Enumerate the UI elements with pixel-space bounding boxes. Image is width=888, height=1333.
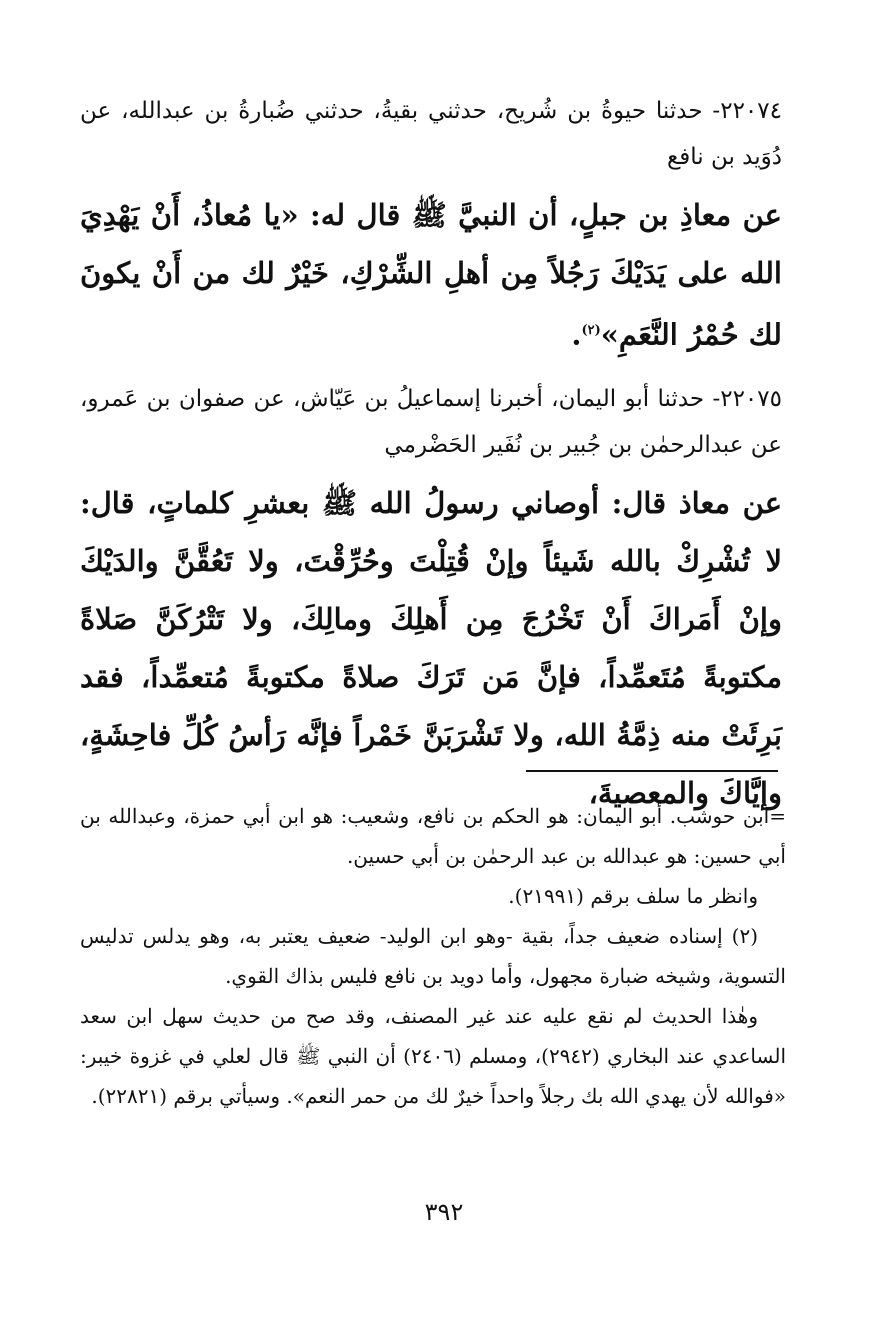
page-number: ٣٩٢ [424,1198,464,1226]
hadith-22074-matn-end: . [571,317,582,352]
hadith-22074-matn [80,186,782,364]
footnote-divider [526,770,778,772]
footnote-continuation: =ابن حوشب. أبو اليمان: هو الحكم بن نافع، وشعيب: هو ابن أبي حمزة، وعبدالله بن أبي حسين: هو عبدالله بن عبد الرحمٰن بن أبي حسين. [80,804,786,868]
hadith-22075-matn: عن معاذ قال: أوصاني رسولُ الله ﷺ بعشرِ كلماتٍ، قال: لا تُشْرِكْ بالله شَيئاً وإنْ قُتِلْتَ وحُرِّقْتَ، ولا تَعُقَّنَّ والدَيْكَ وإنْ أَمَراكَ أَنْ تَخْرُجَ مِن أَهلِكَ ومالِكَ، ولا تَتْرُكَنَّ صَلاةً مكتوبةً مُتَعمِّداً، فإنَّ مَن تَرَكَ صلاةً مكتوبةً مُتعمِّداً، فقد بَرِئَتْ منه ذِمَّةُ الله، ولا تَشْرَبَنَّ خَمْراً فإنَّه رَأسُ كُلِّ فاحِشَةٍ، وإيَّاكَ والمعصيةَ، [80,485,782,810]
hadith-22074-isnad: ٢٢٠٧٤- حدثنا حيوةُ بن شُريح، حدثني بقيةُ، حدثني ضُبارةُ بن عبدالله، عن دُوَيد بن نافع [80,98,782,170]
footnotes [80,796,786,1116]
main-text [80,88,782,834]
footnote-ref-2: (٢) [581,323,601,338]
footnote-2: (٢) إسناده ضعيف جداً، بقية -وهو ابن الوليد- ضعيف يعتبر به، وهو يدلس تدليس التسوية، وشيخه ضبارة مجهول، وأما دويد بن نافع فليس بذاك القوي. [80,924,786,988]
footnote-2-continued: وهٰذا الحديث لم نقع عليه عند غير المصنف، وقد صح من حديث سهل ابن سعد الساعدي عند البخاري (٢٩٤٢)، ومسلم (٢٤٠٦) أن النبي ﷺ قال لعلي في غزوة خيبر: «فوالله لأن يهدي الله بك رجلاً واحداً خيرٌ لك من حمر النعم». وسيأتي برقم (٢٢٨٢١). [80,1004,787,1108]
hadith-22075-isnad: ٢٢٠٧٥- حدثنا أبو اليمان، أخبرنا إسماعيلُ بن عَيّاش، عن صفوان بن عَمرو، عن عبدالرحمٰن بن جُبير بن نُفَير الحَضْرمي [80,385,782,458]
hadith-22074-matn-text: عن معاذِ بن جبلٍ، أن النبيَّ ﷺ قال له: «يا مُعاذُ، أَنْ يَهْدِيَ الله على يَدَيْكَ رَجُلاً مِن أهلِ الشِّرْكِ، خَيْرٌ لك من أَنْ يكونَ لك حُمْرُ النَّعَمِ» [80,198,782,352]
footnote-continuation-see-also: وانظر ما سلف برقم (٢١٩٩١). [508,884,758,908]
